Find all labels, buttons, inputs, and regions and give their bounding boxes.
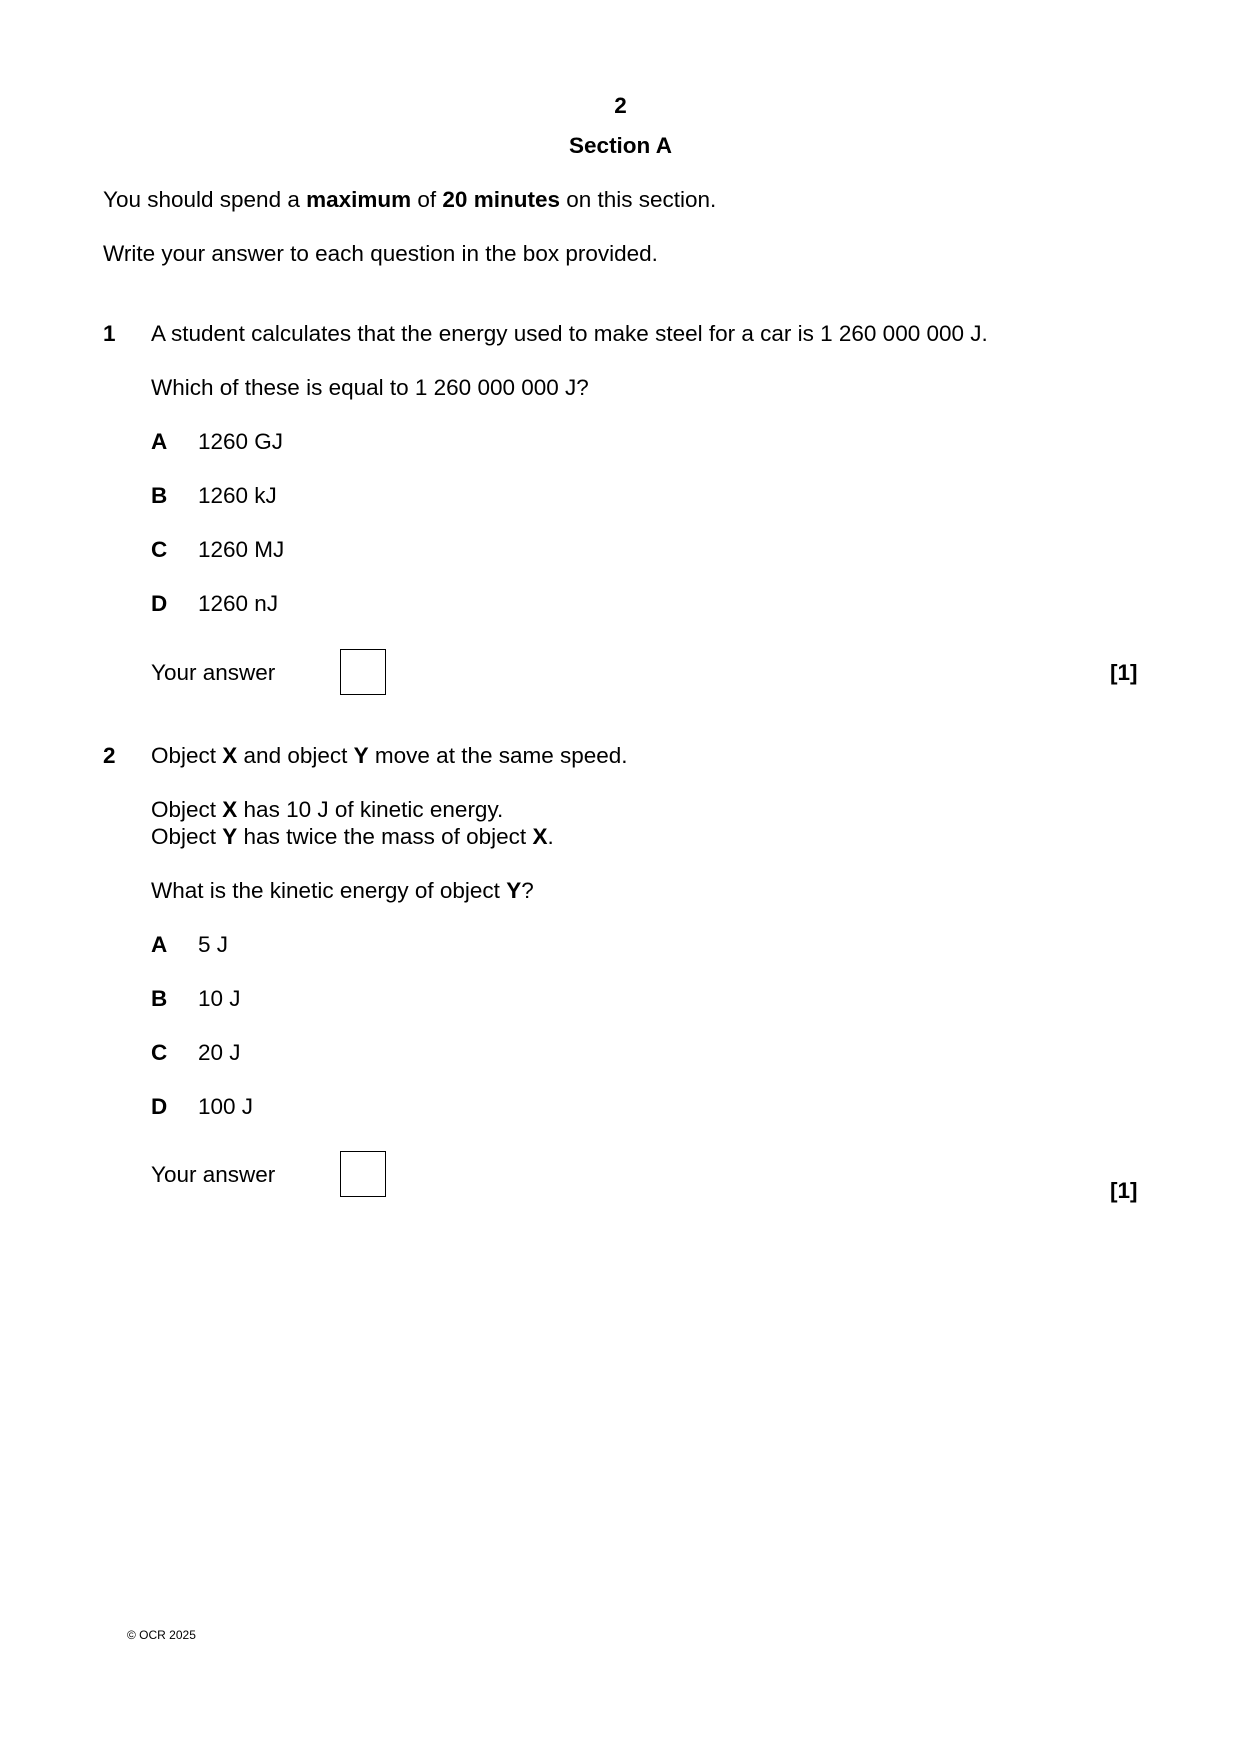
marks: [1]: [1110, 1178, 1138, 1203]
marks: [1]: [1110, 660, 1138, 685]
option-letter-c: C: [151, 537, 168, 562]
question-number: 2: [103, 743, 116, 768]
question-info-line-2: Object Y has twice the mass of object X.: [151, 824, 554, 849]
option-text-d: 1260 nJ: [198, 591, 279, 616]
question-number: 1: [103, 321, 116, 346]
option-letter-d: D: [151, 1094, 168, 1119]
option-text-b: 10 J: [198, 986, 241, 1011]
option-text-d: 100 J: [198, 1094, 254, 1119]
option-letter-b: B: [151, 483, 168, 508]
question-prompt: Which of these is equal to 1 260 000 000 J?: [151, 375, 589, 400]
answer-label: Your answer: [151, 1162, 276, 1187]
copyright-footer: © OCR 2025: [127, 1628, 196, 1642]
question-prompt: What is the kinetic energy of object Y?: [151, 878, 534, 903]
question-stem: Object X and object Y move at the same speed.: [151, 743, 628, 768]
option-text-a: 5 J: [198, 932, 229, 957]
question-info-line-1: Object X has 10 J of kinetic energy.: [151, 797, 504, 822]
section-title: Section A: [569, 133, 672, 158]
answer-box[interactable]: [340, 1151, 386, 1197]
question-stem: A student calculates that the energy used to make steel for a car is 1 260 000 000 J.: [151, 321, 988, 346]
option-letter-a: A: [151, 932, 168, 957]
option-text-b: 1260 kJ: [198, 483, 277, 508]
option-letter-a: A: [151, 429, 168, 454]
instruction-time: You should spend a maximum of 20 minutes on this section.: [103, 187, 717, 212]
answer-box[interactable]: [340, 649, 386, 695]
option-text-c: 20 J: [198, 1040, 241, 1065]
option-letter-b: B: [151, 986, 168, 1011]
instruction-answer-box: Write your answer to each question in the box provided.: [103, 241, 658, 266]
option-text-a: 1260 GJ: [198, 429, 284, 454]
option-text-c: 1260 MJ: [198, 537, 285, 562]
page-number: 2: [614, 93, 627, 118]
option-letter-d: D: [151, 591, 168, 616]
answer-label: Your answer: [151, 660, 276, 685]
option-letter-c: C: [151, 1040, 168, 1065]
